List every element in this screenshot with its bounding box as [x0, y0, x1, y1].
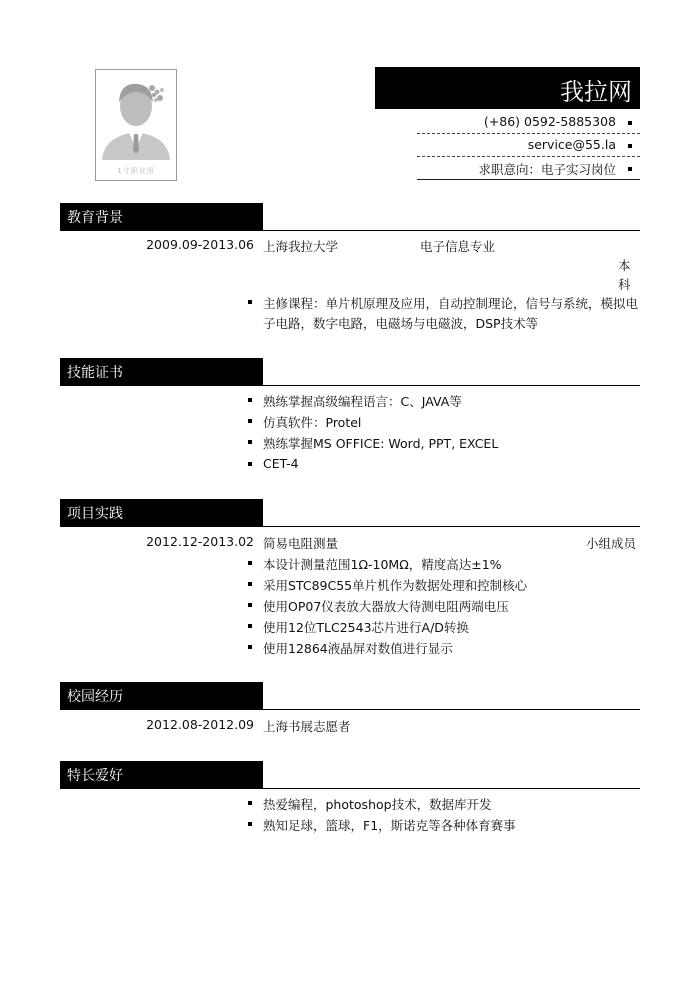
- courses-line-2: 子电路，数字电路，电磁场与电磁波，DSP技术等: [263, 316, 539, 331]
- intent-row: [417, 157, 640, 180]
- section-header-projects: [60, 499, 263, 526]
- degree-char-1: 本: [618, 258, 631, 273]
- bullet-icon: [248, 645, 252, 649]
- skill-item: 仿真软件：Protel: [263, 415, 362, 430]
- bullet-icon: [248, 801, 252, 805]
- bullet-icon: [248, 300, 252, 304]
- section-title: 技能证书: [67, 365, 123, 381]
- section-divider: [60, 526, 640, 527]
- bullet-icon: [248, 440, 252, 444]
- section-divider: [60, 230, 640, 231]
- bullet-icon: [248, 462, 252, 466]
- bullet-icon: [248, 398, 252, 402]
- section-title: 教育背景: [67, 210, 123, 226]
- skill-item: CET-4: [263, 456, 299, 471]
- section-title: 特长爱好: [67, 768, 123, 784]
- school-name: 上海我拉大学: [263, 239, 339, 254]
- section-title: 项目实践: [67, 506, 123, 522]
- skill-item: 熟练掌握MS OFFICE: Word, PPT, EXCEL: [263, 436, 499, 451]
- email-bullet-icon: [628, 144, 632, 148]
- section-header-hobbies: [60, 761, 263, 788]
- avatar-silhouette-icon: [96, 70, 176, 180]
- hobby-item: 熟知足球，篮球，F1，斯诺克等各种体育赛事: [263, 818, 516, 833]
- email-row: [417, 134, 640, 157]
- name-banner: [375, 67, 640, 109]
- section-header-skills: [60, 358, 263, 385]
- project-name: 简易电阻测量: [263, 536, 339, 551]
- section-header-campus: [60, 682, 263, 709]
- phone-row: [417, 111, 640, 134]
- bullet-icon: [248, 624, 252, 628]
- section-title: 校园经历: [67, 689, 123, 705]
- section-header-education: [60, 203, 263, 230]
- skill-item: 熟练掌握高级编程语言：C、JAVA等: [263, 394, 462, 409]
- bullet-icon: [248, 582, 252, 586]
- bullet-icon: [248, 561, 252, 565]
- bullet-icon: [248, 822, 252, 826]
- degree-char-2: 科: [618, 277, 631, 292]
- candidate-name: 我拉网: [560, 78, 632, 106]
- project-item: 本设计测量范围1Ω-10MΩ，精度高达±1%: [263, 557, 502, 572]
- email-text: service@55.la: [527, 137, 616, 152]
- bullet-icon: [248, 419, 252, 423]
- project-item: 使用OP07仪表放大器放大待测电阻两端电压: [263, 599, 509, 614]
- section-divider: [60, 385, 640, 386]
- project-item: 采用STC89C55单片机作为数据处理和控制核心: [263, 578, 528, 593]
- section-divider: [60, 709, 640, 710]
- phone-bullet-icon: [628, 121, 632, 125]
- courses-line-1: 主修课程：单片机原理及应用，自动控制理论，信号与系统，模拟电: [263, 296, 639, 311]
- section-divider: [60, 788, 640, 789]
- intent-bullet-icon: [628, 167, 632, 171]
- bullet-icon: [248, 603, 252, 607]
- intent-text: 求职意向：电子实习岗位: [478, 162, 616, 177]
- education-date: 2009.09-2013.06: [146, 237, 254, 252]
- project-role: 小组成员: [586, 536, 637, 551]
- project-item: 使用12位TLC2543芯片进行A/D转换: [263, 620, 469, 635]
- major-name: 电子信息专业: [420, 239, 496, 254]
- photo-caption: 1寸职业照: [117, 167, 155, 175]
- profile-photo: [95, 69, 177, 181]
- project-date: 2012.12-2013.02: [146, 534, 254, 549]
- hobby-item: 热爱编程，photoshop技术，数据库开发: [263, 797, 492, 812]
- phone-text: (+86) 0592-5885308: [483, 114, 616, 129]
- project-item: 使用12864液晶屏对数值进行显示: [263, 641, 453, 656]
- campus-date: 2012.08-2012.09: [146, 717, 254, 732]
- campus-text: 上海书展志愿者: [263, 719, 351, 734]
